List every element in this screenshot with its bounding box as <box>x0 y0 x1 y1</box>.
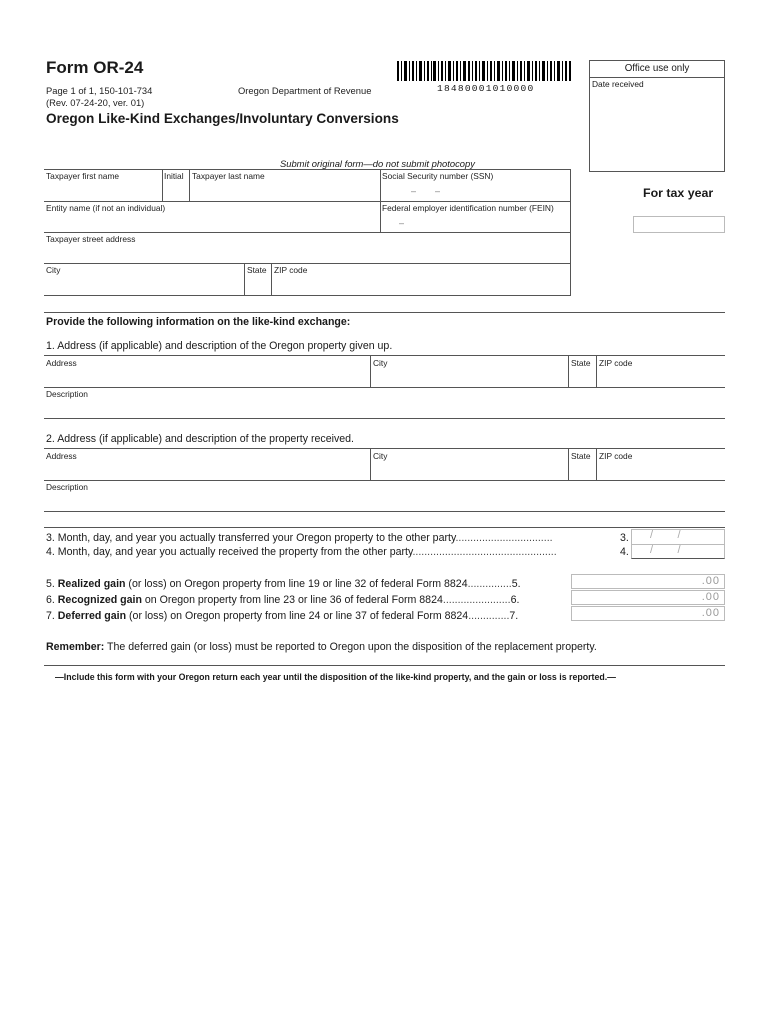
line-4-date-input[interactable] <box>631 544 725 559</box>
form-title: Form OR-24 <box>46 58 144 77</box>
submit-note: Submit original form—do not submit photocopy <box>280 158 475 169</box>
line-5-cents: .00 <box>701 575 720 587</box>
tax-year-input[interactable] <box>633 216 725 233</box>
line-6-label: 6. Recognized gain on Oregon property from line 23 or line 36 of federal Form 8824.......................6. <box>46 594 520 606</box>
street-address-field[interactable]: Taxpayer street address <box>46 234 136 244</box>
line-3-label: 3. Month, day, and year you actually transferred your Oregon property to the other party................................. <box>46 532 553 544</box>
city-field[interactable]: City <box>46 265 61 275</box>
include-note: —Include this form with your Oregon return each year until the disposition of the like-kind property, and the gain or loss is reported.— <box>55 672 616 682</box>
taxpayer-last-name-field[interactable]: Taxpayer last name <box>192 171 265 181</box>
remember-note: Remember: The deferred gain (or loss) must be reported to Oregon upon the disposition of the replacement property. <box>46 641 597 653</box>
fein-field[interactable]: Federal employer identification number (FEIN) <box>382 203 554 213</box>
line-4-label: 4. Month, day, and year you actually received the property from the other party................................................. <box>46 546 557 558</box>
office-use-box <box>589 60 725 172</box>
line-6-cents: .00 <box>701 591 720 603</box>
state-field[interactable]: State <box>247 265 267 275</box>
revision: (Rev. 07-24-20, ver. 01) <box>46 97 145 108</box>
taxpayer-first-name-field[interactable]: Taxpayer first name <box>46 171 120 181</box>
taxpayer-initial-field[interactable]: Initial <box>164 171 184 181</box>
q1-zip-field[interactable]: ZIP code <box>599 358 633 368</box>
agency: Oregon Department of Revenue <box>238 85 372 96</box>
entity-name-field[interactable]: Entity name (if not an individual) <box>46 203 166 213</box>
line-7-amount-input[interactable] <box>571 606 725 621</box>
main-title: Oregon Like-Kind Exchanges/Involuntary Conversions <box>46 111 399 126</box>
ssn-field[interactable]: Social Security number (SSN) <box>382 171 494 181</box>
date-received-label: Date received <box>592 79 644 89</box>
barcode <box>397 61 572 81</box>
zip-field[interactable]: ZIP code <box>274 265 308 275</box>
question-1: 1. Address (if applicable) and description of the Oregon property given up. <box>46 340 393 352</box>
q1-state-field[interactable]: State <box>571 358 591 368</box>
line-5-label: 5. Realized gain (or loss) on Oregon property from line 19 or line 32 of federal Form 8824...............5. <box>46 578 521 590</box>
q1-address-field[interactable]: Address <box>46 358 77 368</box>
q1-description-field[interactable]: Description <box>46 389 88 399</box>
q2-address-field[interactable]: Address <box>46 451 77 461</box>
line-7-label: 7. Deferred gain (or loss) on Oregon property from line 24 or line 37 of federal Form 8824..............7. <box>46 610 519 622</box>
line-4-number: 4. <box>620 546 629 558</box>
q2-state-field[interactable]: State <box>571 451 591 461</box>
line-3-date-separators: / / <box>650 529 681 541</box>
tax-year-label: For tax year <box>643 186 714 200</box>
line-6-amount-input[interactable] <box>571 590 725 605</box>
office-use-label: Office use only <box>624 63 690 74</box>
question-2: 2. Address (if applicable) and description of the property received. <box>46 433 354 445</box>
line-3-date-input[interactable] <box>631 529 725 544</box>
line-3-number: 3. <box>620 532 629 544</box>
line-4-date-separators: / / <box>650 544 681 556</box>
line-7-cents: .00 <box>701 607 720 619</box>
q2-description-field[interactable]: Description <box>46 482 88 492</box>
q1-city-field[interactable]: City <box>373 358 388 368</box>
exchange-heading: Provide the following information on the like-kind exchange: <box>46 316 351 328</box>
line-5-amount-input[interactable] <box>571 574 725 589</box>
q2-city-field[interactable]: City <box>373 451 388 461</box>
q2-zip-field[interactable]: ZIP code <box>599 451 633 461</box>
barcode-number: 18480001010000 <box>437 83 535 94</box>
page-info: Page 1 of 1, 150-101-734 <box>46 85 153 96</box>
